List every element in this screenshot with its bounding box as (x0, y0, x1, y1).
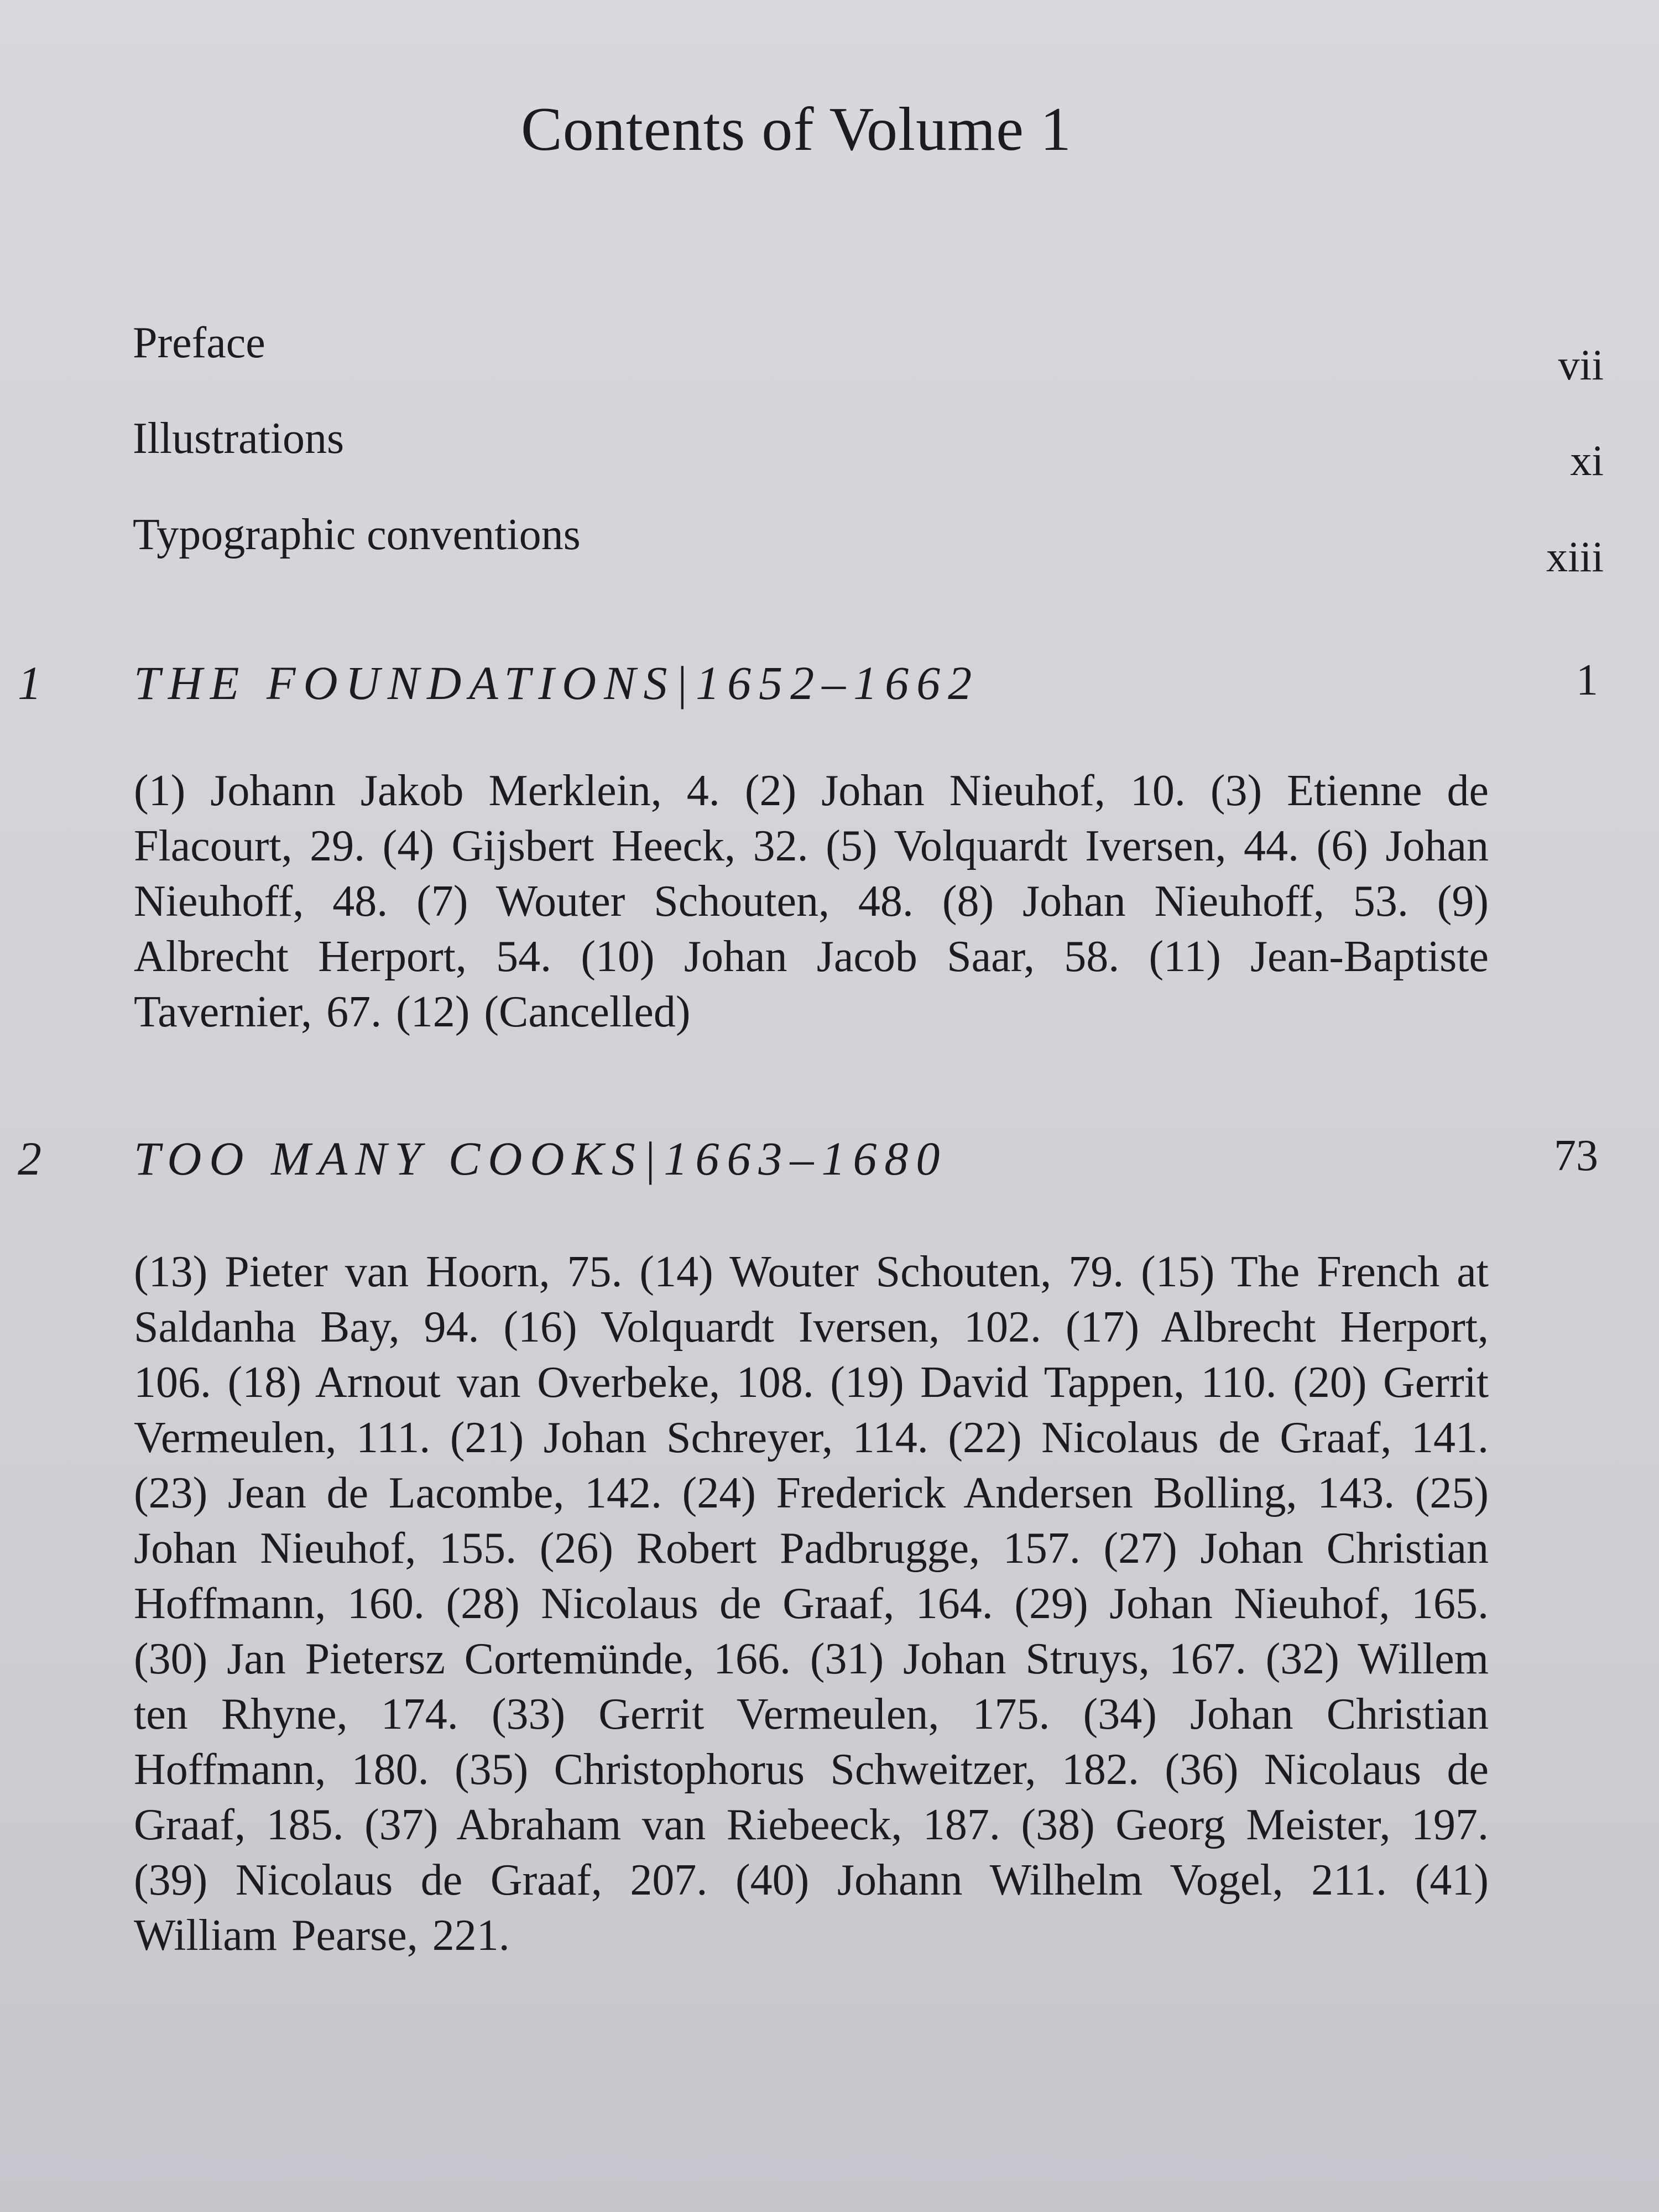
toc-entry: (30) Jan Pietersz Cortemünde, 166. (134, 1635, 791, 1683)
toc-entry: (24) Frederick Andersen Bolling, 143. (682, 1469, 1395, 1517)
toc-entry: (27) Johan Christian Hoffmann, 160. (134, 1524, 1489, 1628)
toc-entry: (2) Johan Nieuhof, 10. (744, 766, 1186, 815)
toc-entry: (19) David Tappen, 110. (830, 1358, 1277, 1407)
chapter-1-entries (134, 763, 1489, 1040)
toc-entry: (5) Volquardt Iversen, 44. (826, 822, 1300, 870)
toc-entry: (31) Johan Struys, 167. (810, 1635, 1246, 1683)
toc-entry: (8) Johan Nieuhoff, 53. (942, 877, 1408, 926)
toc-entry: (1) Johann Jakob Merklein, 4. (134, 766, 720, 815)
chapter-2-heading (0, 1131, 1604, 1197)
front-matter-label: Preface (133, 319, 265, 367)
front-matter-page: vii (1558, 341, 1604, 389)
toc-entry: (29) Johan Nieuhof, 165. (1014, 1579, 1489, 1628)
front-matter-label: Illustrations (133, 414, 345, 463)
chapter-page-number: 1 (1576, 656, 1598, 705)
toc-entry: (40) Johann Wilhelm Vogel, 211. (735, 1856, 1387, 1905)
toc-entry: (41) William Pearse, 221. (134, 1856, 1489, 1960)
toc-entry: (10) Johan Jacob Saar, 58. (581, 932, 1120, 981)
toc-entry: (11) Jean-Baptiste Tavernier, 67. (134, 932, 1489, 1036)
chapter-page-number: 73 (1554, 1131, 1598, 1180)
front-matter-row-typographic-conventions (133, 510, 1604, 581)
front-matter-row-illustrations (133, 414, 1604, 484)
toc-entry: (33) Gerrit Vermeulen, 175. (491, 1690, 1050, 1739)
front-matter-label: Typographic conventions (133, 510, 581, 559)
chapter-1-heading (0, 655, 1604, 722)
toc-entry: (13) Pieter van Hoorn, 75. (134, 1248, 623, 1296)
toc-entry: (14) Wouter Schouten, 79. (639, 1248, 1124, 1296)
toc-entry: (23) Jean de Lacombe, 142. (134, 1469, 662, 1517)
toc-entry: (37) Abraham van Riebeeck, 187. (364, 1801, 1000, 1849)
toc-entry: (34) Johan Christian Hoffmann, 180. (134, 1690, 1489, 1794)
toc-entry: (20) Gerrit Vermeulen, 111. (134, 1358, 1489, 1462)
toc-entry: (39) Nicolaus de Graaf, 207. (134, 1856, 708, 1905)
toc-entry: (7) Wouter Schouten, 48. (416, 877, 914, 926)
toc-entry: (3) Etienne de Flacourt, 29. (134, 766, 1489, 870)
toc-entry: (18) Arnout van Overbeke, 108. (227, 1358, 814, 1407)
toc-entry: (22) Nicolaus de Graaf, 141. (948, 1413, 1489, 1462)
front-matter-page: xi (1570, 436, 1604, 484)
toc-entry: (17) Albrecht Herport, 106. (134, 1303, 1489, 1407)
toc-entry: (12) (Cancelled) (396, 988, 691, 1036)
chapter-2-entries (134, 1244, 1489, 1963)
chapter-title: THE FOUNDATIONS|1652–1662 (134, 656, 980, 709)
chapter-number: 2 (18, 1132, 41, 1185)
page-title: Contents of Volume 1 (521, 95, 1072, 164)
chapter-number: 1 (18, 656, 41, 709)
toc-entry: (21) Johan Schreyer, 114. (450, 1413, 928, 1462)
toc-entry: (38) Georg Meister, 197. (1021, 1801, 1489, 1849)
toc-entry: (16) Volquardt Iversen, 102. (503, 1303, 1042, 1352)
toc-entry: (35) Christophorus Schweitzer, 182. (455, 1745, 1139, 1794)
toc-entry: (26) Robert Padbrugge, 157. (539, 1524, 1081, 1573)
toc-entry: (15) The French at Saldanha Bay, 94. (134, 1248, 1489, 1352)
toc-entry: (32) Willem ten Rhyne, 174. (134, 1635, 1489, 1739)
toc-entry: (28) Nicolaus de Graaf, 164. (446, 1579, 993, 1628)
toc-entry: (36) Nicolaus de Graaf, 185. (134, 1745, 1489, 1849)
toc-entry: (4) Gijsbert Heeck, 32. (382, 822, 808, 870)
toc-entry: (25) Johan Nieuhof, 155. (134, 1469, 1489, 1573)
front-matter-page: xiii (1546, 533, 1604, 581)
toc-entry: (9) Albrecht Herport, 54. (134, 877, 1489, 981)
toc-entry: (6) Johan Nieuhoff, 48. (134, 822, 1489, 926)
chapter-title: TOO MANY COOKS|1663–1680 (134, 1132, 948, 1185)
front-matter-row-preface (133, 318, 1604, 389)
